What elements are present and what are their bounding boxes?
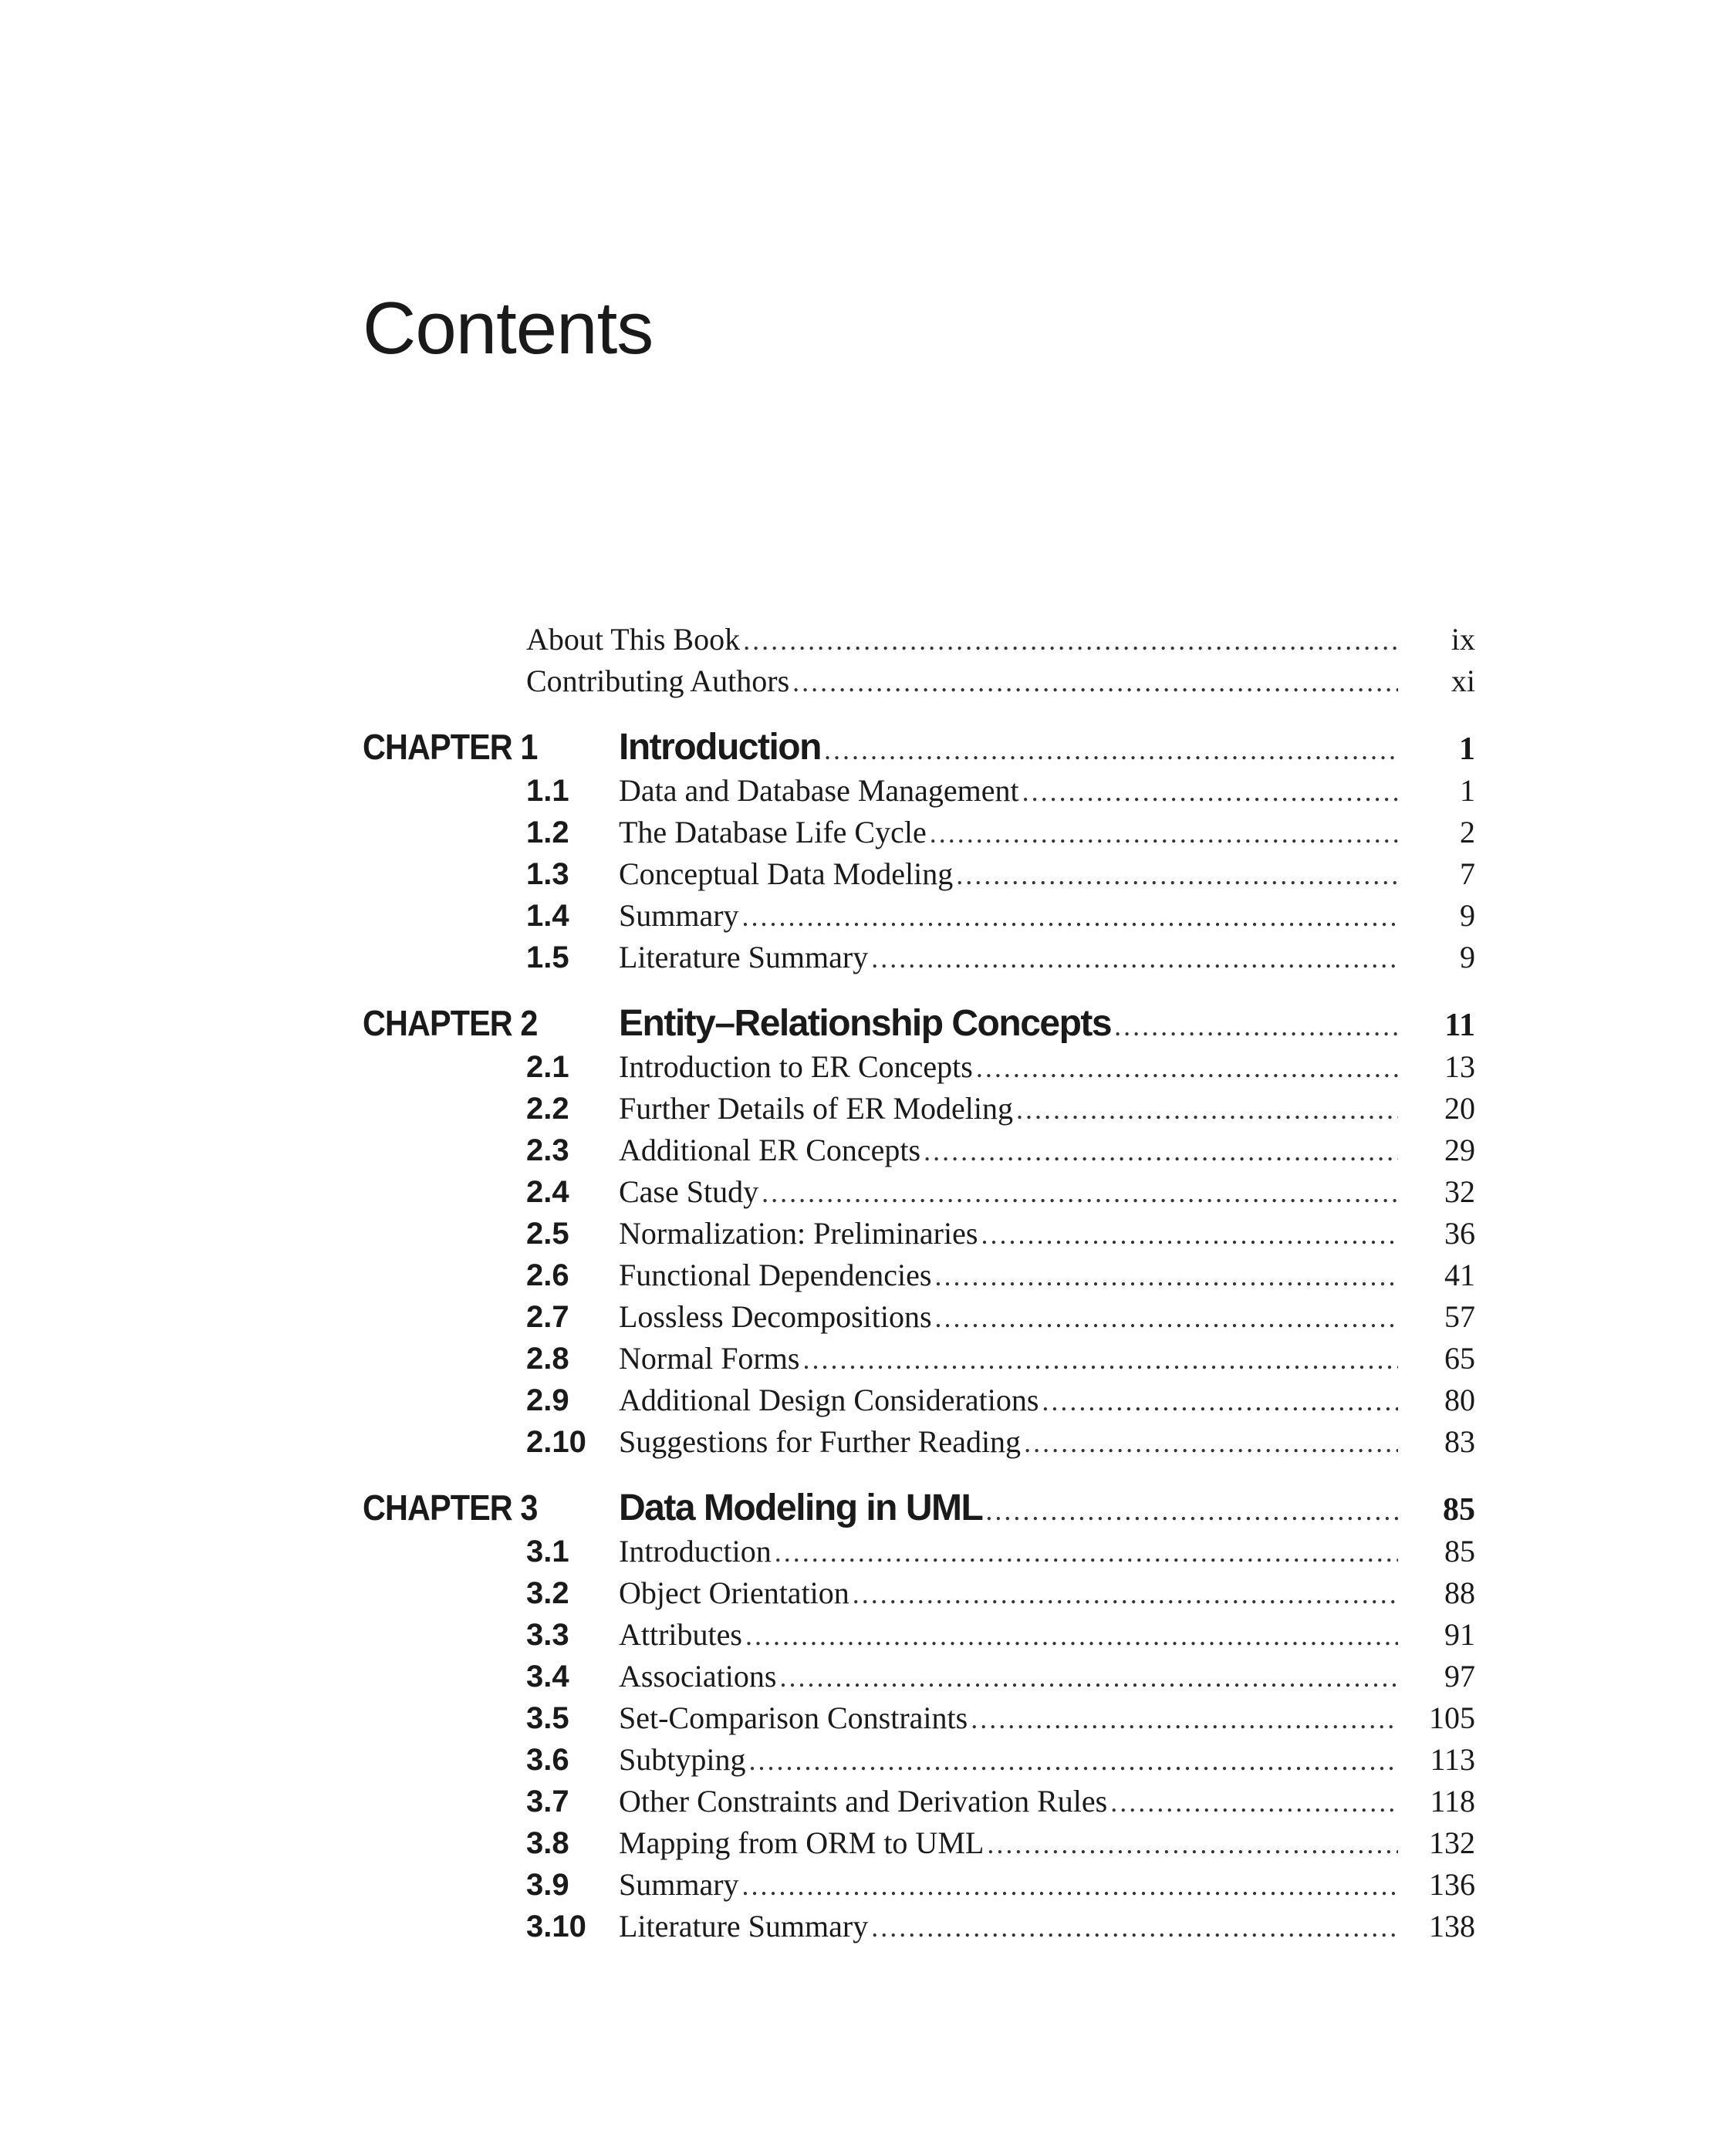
- section-title: Normalization: Preliminaries: [619, 1216, 978, 1251]
- toc-section[interactable]: [363, 1783, 1475, 1825]
- chapter-page: 85: [1443, 1492, 1475, 1528]
- section-page: 83: [1444, 1424, 1475, 1459]
- dot-leader: [956, 859, 1398, 891]
- section-page: 85: [1444, 1534, 1475, 1569]
- section-title: Further Details of ER Modeling: [619, 1091, 1014, 1126]
- section-page: 136: [1429, 1867, 1475, 1902]
- section-title: Literature Summary: [619, 1909, 869, 1943]
- chapter-page: 11: [1444, 1008, 1475, 1043]
- section-page: 118: [1430, 1784, 1475, 1818]
- dot-leader: [742, 1869, 1398, 1902]
- section-number: 2.8: [526, 1342, 569, 1376]
- dot-leader: [871, 942, 1398, 974]
- toc-section[interactable]: [363, 1090, 1475, 1132]
- section-number: 2.6: [526, 1258, 569, 1292]
- section-page: 97: [1444, 1659, 1475, 1694]
- dot-leader: [853, 1578, 1398, 1610]
- section-title: Suggestions for Further Reading: [619, 1424, 1022, 1459]
- section-title: Summary: [619, 1867, 739, 1902]
- section-number: 3.3: [526, 1618, 569, 1652]
- chapter-page: 1: [1459, 731, 1475, 767]
- toc-section[interactable]: [363, 1257, 1475, 1298]
- section-title: Additional Design Considerations: [619, 1383, 1039, 1417]
- section-page: 36: [1444, 1216, 1475, 1251]
- section-page: 2: [1460, 815, 1475, 849]
- section-page: 138: [1429, 1909, 1475, 1943]
- section-number: 1.1: [526, 774, 569, 808]
- toc-section[interactable]: [363, 1658, 1475, 1700]
- toc-section[interactable]: [363, 1908, 1475, 1950]
- section-page: 9: [1460, 940, 1475, 974]
- page-title: Contents: [363, 287, 654, 370]
- section-title: Case Study: [619, 1174, 759, 1209]
- section-page: 91: [1444, 1617, 1475, 1652]
- section-number: 3.2: [526, 1576, 569, 1610]
- section-page: 65: [1444, 1341, 1475, 1376]
- chapter-label: CHAPTER 1: [363, 727, 538, 767]
- section-number: 3.9: [526, 1868, 569, 1902]
- dot-leader: [792, 666, 1398, 698]
- section-number: 2.3: [526, 1133, 569, 1167]
- section-title: Normal Forms: [619, 1341, 800, 1376]
- section-page: 7: [1460, 856, 1475, 891]
- section-number: 3.8: [526, 1826, 569, 1860]
- section-number: 1.4: [526, 899, 569, 933]
- toc-chapter-1[interactable]: [363, 726, 1475, 772]
- toc-section[interactable]: [363, 1132, 1475, 1173]
- dot-leader: [802, 1343, 1398, 1376]
- chapter-title: Entity–Relationship Concepts: [619, 1003, 1112, 1044]
- entry-title: Contributing Authors: [526, 664, 790, 698]
- section-page: 88: [1444, 1575, 1475, 1610]
- section-number: 2.7: [526, 1300, 569, 1334]
- toc-entry-contributing-authors[interactable]: [363, 663, 1475, 704]
- section-page: 32: [1444, 1174, 1475, 1209]
- toc-section[interactable]: [363, 772, 1475, 814]
- dot-leader: [971, 1703, 1398, 1735]
- dot-leader: [1022, 775, 1398, 808]
- dot-leader: [762, 1177, 1398, 1209]
- section-number: 2.9: [526, 1383, 569, 1417]
- toc-chapter-2[interactable]: [363, 1002, 1475, 1049]
- toc-section[interactable]: [363, 939, 1475, 981]
- toc-section[interactable]: [363, 814, 1475, 856]
- toc-section[interactable]: [363, 1215, 1475, 1257]
- entry-page: ix: [1451, 622, 1475, 657]
- section-number: 3.10: [526, 1910, 586, 1943]
- section-page: 13: [1444, 1049, 1475, 1084]
- dot-leader: [1114, 1010, 1398, 1042]
- dot-leader: [1110, 1786, 1398, 1818]
- section-number: 2.2: [526, 1092, 569, 1126]
- toc-entry-about-this-book[interactable]: [363, 621, 1475, 663]
- dot-leader: [871, 1911, 1398, 1943]
- dot-leader: [779, 1661, 1398, 1694]
- section-number: 1.2: [526, 816, 569, 849]
- section-title: Subtyping: [619, 1742, 746, 1777]
- dot-leader: [743, 624, 1398, 657]
- section-number: 3.1: [526, 1535, 569, 1569]
- chapter-title: Data Modeling in UML: [619, 1488, 983, 1528]
- toc-section[interactable]: [363, 1340, 1475, 1382]
- toc-section[interactable]: [363, 1616, 1475, 1658]
- section-number: 3.4: [526, 1660, 569, 1694]
- chapter-label: CHAPTER 3: [363, 1488, 538, 1528]
- dot-leader: [934, 1260, 1398, 1292]
- section-number: 3.6: [526, 1743, 569, 1777]
- toc-section[interactable]: [363, 897, 1475, 939]
- dot-leader: [985, 1494, 1398, 1527]
- toc-section[interactable]: [363, 1741, 1475, 1783]
- section-title: Additional ER Concepts: [619, 1133, 921, 1167]
- section-page: 1: [1460, 773, 1475, 808]
- section-page: 57: [1444, 1299, 1475, 1334]
- toc-section[interactable]: [363, 1423, 1475, 1465]
- section-page: 80: [1444, 1383, 1475, 1417]
- section-title: Literature Summary: [619, 940, 869, 974]
- dot-leader: [987, 1828, 1398, 1860]
- section-page: 29: [1444, 1133, 1475, 1167]
- toc-section[interactable]: [363, 1173, 1475, 1215]
- dot-leader: [930, 817, 1398, 849]
- section-number: 3.5: [526, 1701, 569, 1735]
- table-of-contents: [363, 621, 1475, 1950]
- section-title: Attributes: [619, 1617, 742, 1652]
- section-title: Other Constraints and Derivation Rules: [619, 1784, 1108, 1818]
- toc-section[interactable]: [363, 1700, 1475, 1741]
- section-number: 2.10: [526, 1425, 586, 1459]
- section-title: Lossless Decompositions: [619, 1299, 932, 1334]
- dot-leader: [745, 1619, 1398, 1652]
- section-number: 2.5: [526, 1217, 569, 1251]
- chapter-title: Introduction: [619, 727, 821, 768]
- toc-chapter-3[interactable]: [363, 1487, 1475, 1533]
- dot-leader: [775, 1536, 1398, 1569]
- section-title: Associations: [619, 1659, 777, 1694]
- section-page: 105: [1429, 1700, 1475, 1735]
- dot-leader: [935, 1302, 1398, 1334]
- dot-leader: [976, 1052, 1398, 1084]
- dot-leader: [1024, 1427, 1398, 1459]
- section-page: 41: [1444, 1258, 1475, 1292]
- section-title: Conceptual Data Modeling: [619, 856, 954, 891]
- toc-section[interactable]: [363, 1533, 1475, 1575]
- toc-section[interactable]: [363, 1298, 1475, 1340]
- section-number: 2.1: [526, 1050, 569, 1084]
- section-page: 132: [1429, 1825, 1475, 1860]
- section-number: 1.3: [526, 857, 569, 891]
- toc-section[interactable]: [363, 1382, 1475, 1423]
- dot-leader: [748, 1744, 1398, 1777]
- section-number: 3.7: [526, 1785, 569, 1818]
- dot-leader: [981, 1218, 1398, 1251]
- section-title: Functional Dependencies: [619, 1258, 932, 1292]
- section-title: Mapping from ORM to UML: [619, 1825, 985, 1860]
- section-title: The Database Life Cycle: [619, 815, 927, 849]
- entry-title: About This Book: [526, 622, 741, 657]
- dot-leader: [1042, 1385, 1398, 1417]
- toc-section[interactable]: [363, 1866, 1475, 1908]
- dot-leader: [824, 734, 1398, 766]
- section-number: 2.4: [526, 1175, 569, 1209]
- section-title: Introduction: [619, 1534, 772, 1569]
- toc-section[interactable]: [363, 856, 1475, 897]
- chapter-label: CHAPTER 2: [363, 1003, 538, 1043]
- section-page: 113: [1430, 1742, 1475, 1777]
- dot-leader: [742, 900, 1398, 933]
- toc-section[interactable]: [363, 1049, 1475, 1090]
- section-title: Object Orientation: [619, 1575, 849, 1610]
- dot-leader: [1016, 1093, 1398, 1126]
- section-page: 20: [1444, 1091, 1475, 1126]
- section-title: Set-Comparison Constraints: [619, 1700, 968, 1735]
- toc-section[interactable]: [363, 1575, 1475, 1616]
- dot-leader: [924, 1135, 1398, 1167]
- section-page: 9: [1460, 898, 1475, 933]
- section-number: 1.5: [526, 940, 569, 974]
- section-title: Data and Database Management: [619, 773, 1019, 808]
- section-title: Summary: [619, 898, 739, 933]
- toc-section[interactable]: [363, 1825, 1475, 1866]
- section-title: Introduction to ER Concepts: [619, 1049, 973, 1084]
- entry-page: xi: [1451, 664, 1475, 698]
